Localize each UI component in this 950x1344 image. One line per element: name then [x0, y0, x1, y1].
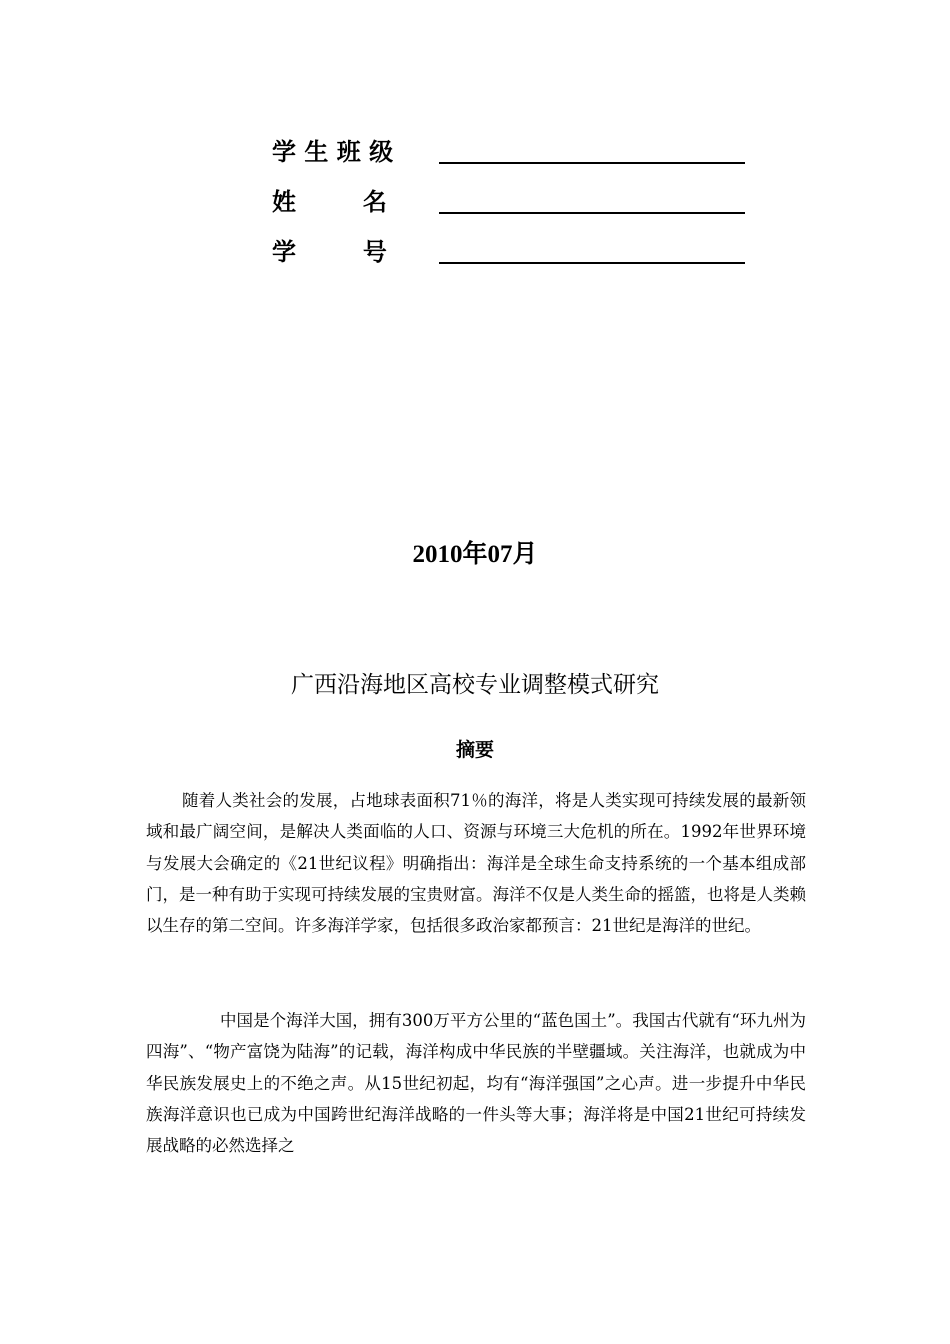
name-field-blank[interactable]: [439, 212, 745, 214]
abstract-heading: 摘要: [455, 739, 494, 761]
cover-date: 2010年07月: [412, 541, 538, 568]
student-id-field-label: 学 号: [272, 238, 387, 266]
name-field-label: 姓 名: [272, 188, 387, 216]
abstract-paragraph-1: 随着人类社会的发展，占地球表面积71％的海洋，将是人类实现可持续发展的最新领域和最广阔空间，是解决人类面临的人口、资源与环境三大危机的所在。1992年世界环境与发展大会确定的《21世纪议程》明确指出：海洋是全球生命支持系统的一个基本组成部门，是一种有助于实现可持续发展的宝贵财富。海洋不仅是人类生命的摇篮，也将是人类赖以生存的第二空间。许多海洋学家，包括很多政治家都预言：21世纪是海洋的世纪。: [146, 791, 806, 936]
class-field-label: 学 生 班 级: [272, 138, 394, 166]
student-id-field-row: [272, 237, 752, 267]
student-id-field-blank[interactable]: [439, 262, 745, 264]
name-field-row: [272, 187, 752, 217]
abstract-paragraph-2: 中国是个海洋大国，拥有300万平方公里的“蓝色国土”。我国古代就有“环九州为四海”、“物产富饶为陆海”的记载，海洋构成中华民族的半壁疆域。关注海洋，也就成为中华民族发展史上的不绝之声。从15世纪初起，均有“海洋强国”之心声。进一步提升中华民族海洋意识也已成为中国跨世纪海洋战略的一件头等大事；海洋将是中国21世纪可持续发展战略的必然选择之: [146, 1011, 806, 1156]
class-field-blank[interactable]: [439, 162, 745, 164]
document-title: 广西沿海地区高校专业调整模式研究: [291, 672, 659, 698]
class-field-row: [272, 137, 752, 167]
